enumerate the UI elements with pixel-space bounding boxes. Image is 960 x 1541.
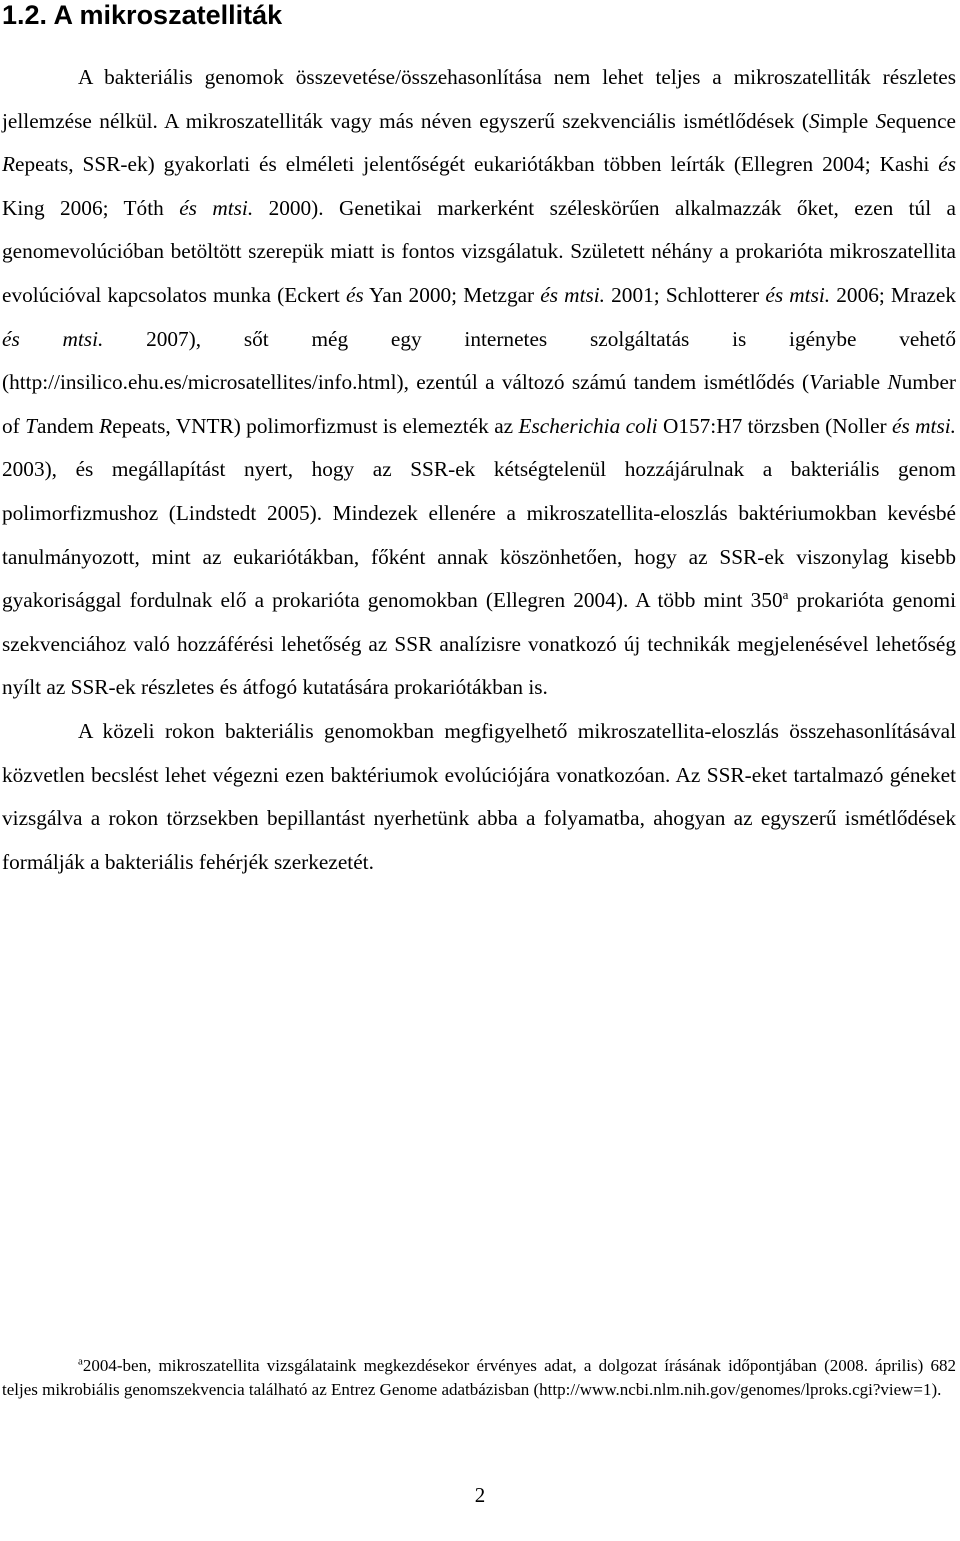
ssr-letter-s2: S [875,108,887,133]
footnote-mark: a [78,1355,83,1368]
footnote-reference: a [782,587,789,603]
citation-es-mtsi-1: és mtsi. [179,195,254,220]
vntr-text-4: epeats, VNTR) polimorfizmust is elemezték az [112,413,519,438]
vntr-text-2: umber of [2,370,956,438]
vntr-text-1: ariable [822,370,888,395]
page-number: 2 [474,1483,486,1507]
paragraph-1 [2,56,956,710]
section-heading: 1.2. A mikroszatelliták [2,0,283,30]
citation-schlotterer: 2001; Schlotterer [605,282,766,307]
citation-es-mtsi-2: és mtsi. [540,282,606,307]
citation-es-mtsi-5: és mtsi. [892,413,957,438]
ssr-text-3: epeats, SSR-ek) gyakorlati és elméleti jelentőségét eukariótákban többen leírták (Ellegren 2004; Kashi [15,152,939,177]
citation-es-1: és [938,152,956,177]
citation-king: King 2006; Tóth [2,195,180,220]
body-text [2,56,956,884]
paragraph-1-genetic: 2000). Genetikai markerként széleskörűen alkalmazzák őket, ezen túl a genomevolúcióban betöltött szerepük miatt is fontos vizsgálatuk. Született néhány a prokarióta mikroszatellita evolúcióval kapcsolatos munka (Eckert [2,195,956,307]
vntr-letter-v: V [809,370,823,395]
citation-yan: Yan 2000; Metzgar [363,282,541,307]
footnote [2,1354,956,1402]
citation-es-2: és [345,282,364,307]
paragraph-1-final: prokarióta genomi szekvenciához való hozzáférési lehetőség az SSR analízisre vonatkozó új technikák megjelenésével lehetőség nyílt az SSR-ek részletes és átfogó kutatására prokariótákban is. [2,588,956,700]
species-name: Escherichia coli [518,413,658,438]
paragraph-2: A közeli rokon bakteriális genomokban megfigyelhető mikroszatellita-eloszlás összehasonlításával közvetlen becslést lehet végezni ezen baktériumok evolúciójára vonatkozóan. Az SSR-eket tartalmazó géneket vizsgálva a rokon törzsekben bepillantást nyerhetünk abba a folyamatba, ahogyan az egyszerű ismétlődések formálják a bakteriális fehérjék szerkezetét. [2,718,956,874]
paragraph-1-strain: O157:H7 törzsben (Noller [657,413,893,438]
vntr-letter-r: R [99,413,113,438]
ssr-letter-r: R [2,152,16,177]
paragraph-1-intro: A bakteriális genomok összevetése/összehasonlítása nem lehet teljes a mikroszatelliták részletes jellemzése nélkül. A mikroszatelliták vagy más néven egyszerű szekvenciális ismétlődések ( [2,65,956,133]
paragraph-1-insilico: 2007), sőt még egy internetes szolgáltatás is igénybe vehető (http://insilico.ehu.es/microsatellites/info.html), ezentúl a változó számú tandem ismétlődés ( [2,326,956,395]
footnote-text: 2004-ben, mikroszatellita vizsgálataink megkezdésekor érvényes adat, a dolgozat írásának időpontjában (2008. április) 682 teljes mikrobiális genomszekvencia található az Entrez Genome adatbázisban (http://www.ncbi.nlm.nih.gov/genomes/lproks.cgi?view=1). [2,1356,956,1399]
vntr-text-3: andem [37,413,100,438]
ssr-letter-s1: S [808,108,820,133]
citation-mrazek: 2006; Mrazek [830,282,956,307]
citation-es-mtsi-4: és mtsi. [2,326,104,351]
ssr-text-2: equence [886,108,956,133]
vntr-letter-n: N [887,370,902,395]
vntr-letter-t: T [25,413,37,438]
citation-es-mtsi-3: és mtsi. [765,282,831,307]
ssr-text-1: imple [819,108,876,133]
paragraph-1-end: 2003), és megállapítást nyert, hogy az SSR-ek kétségtelenül hozzájárulnak a bakteriális genom polimorfizmushoz (Lindstedt 2005). Mindezek ellenére a mikroszatellita-eloszlás baktériumokban kevésbé tanulmányozott, mint az eukariótákban, főként annak köszönhetően, hogy az SSR-ek viszonylag kisebb gyakorisággal fordulnak elő a prokarióta genomokban (Ellegren 2004). A több mint 350 [2,457,956,613]
